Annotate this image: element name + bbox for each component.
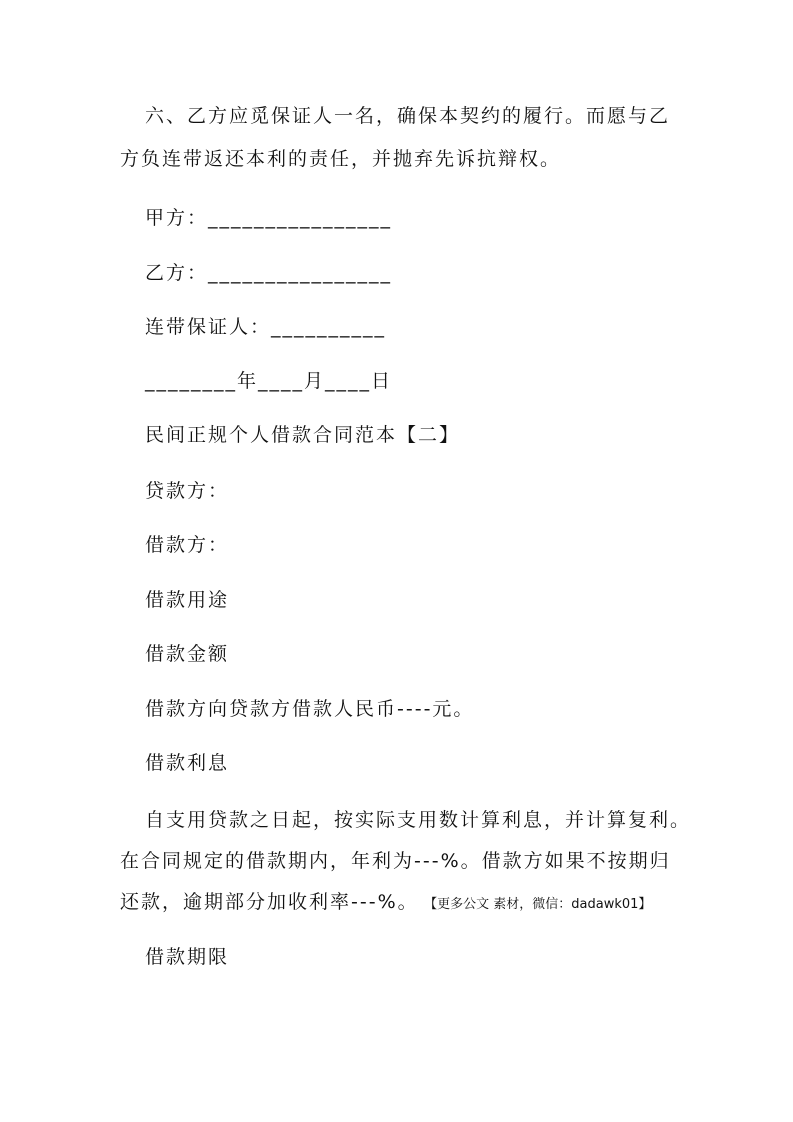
- interest-line-2: 在合同规定的借款期内，年利为---%。借款方如果不按期归: [120, 850, 671, 872]
- section-title: 民间正规个人借款合同范本【二】: [145, 424, 461, 446]
- promo-note: 【更多公文 素材，微信：dadawk01】: [430, 897, 652, 912]
- paragraph-6-line-2: 方负连带返还本利的责任，并抛弃先诉抗辩权。: [120, 148, 562, 170]
- loan-amount-heading: 借款金额: [145, 643, 230, 665]
- guarantor-line: 连带保证人：__________: [145, 316, 387, 338]
- interest-line-3: 还款，逾期部分加收利率---%。 【更多公文 素材，微信：dadawk01】: [120, 891, 652, 913]
- loan-interest-heading: 借款利息: [145, 752, 230, 774]
- paragraph-6-line-1: 六、乙方应觅保证人一名，确保本契约的履行。而愿与乙: [145, 105, 671, 127]
- loan-term-heading: 借款期限: [145, 946, 230, 968]
- party-a-line: 甲方：________________: [145, 207, 393, 229]
- loan-amount-text: 借款方向贷款方借款人民币----元。: [145, 698, 475, 720]
- date-line: ________年____月____日: [145, 370, 393, 392]
- interest-line-1: 自支用贷款之日起，按实际支用数计算利息，并计算复利。: [145, 809, 692, 831]
- lender-line: 贷款方：: [145, 480, 230, 502]
- loan-purpose-heading: 借款用途: [145, 589, 230, 611]
- party-b-line: 乙方：________________: [145, 262, 393, 284]
- borrower-line: 借款方：: [145, 534, 230, 556]
